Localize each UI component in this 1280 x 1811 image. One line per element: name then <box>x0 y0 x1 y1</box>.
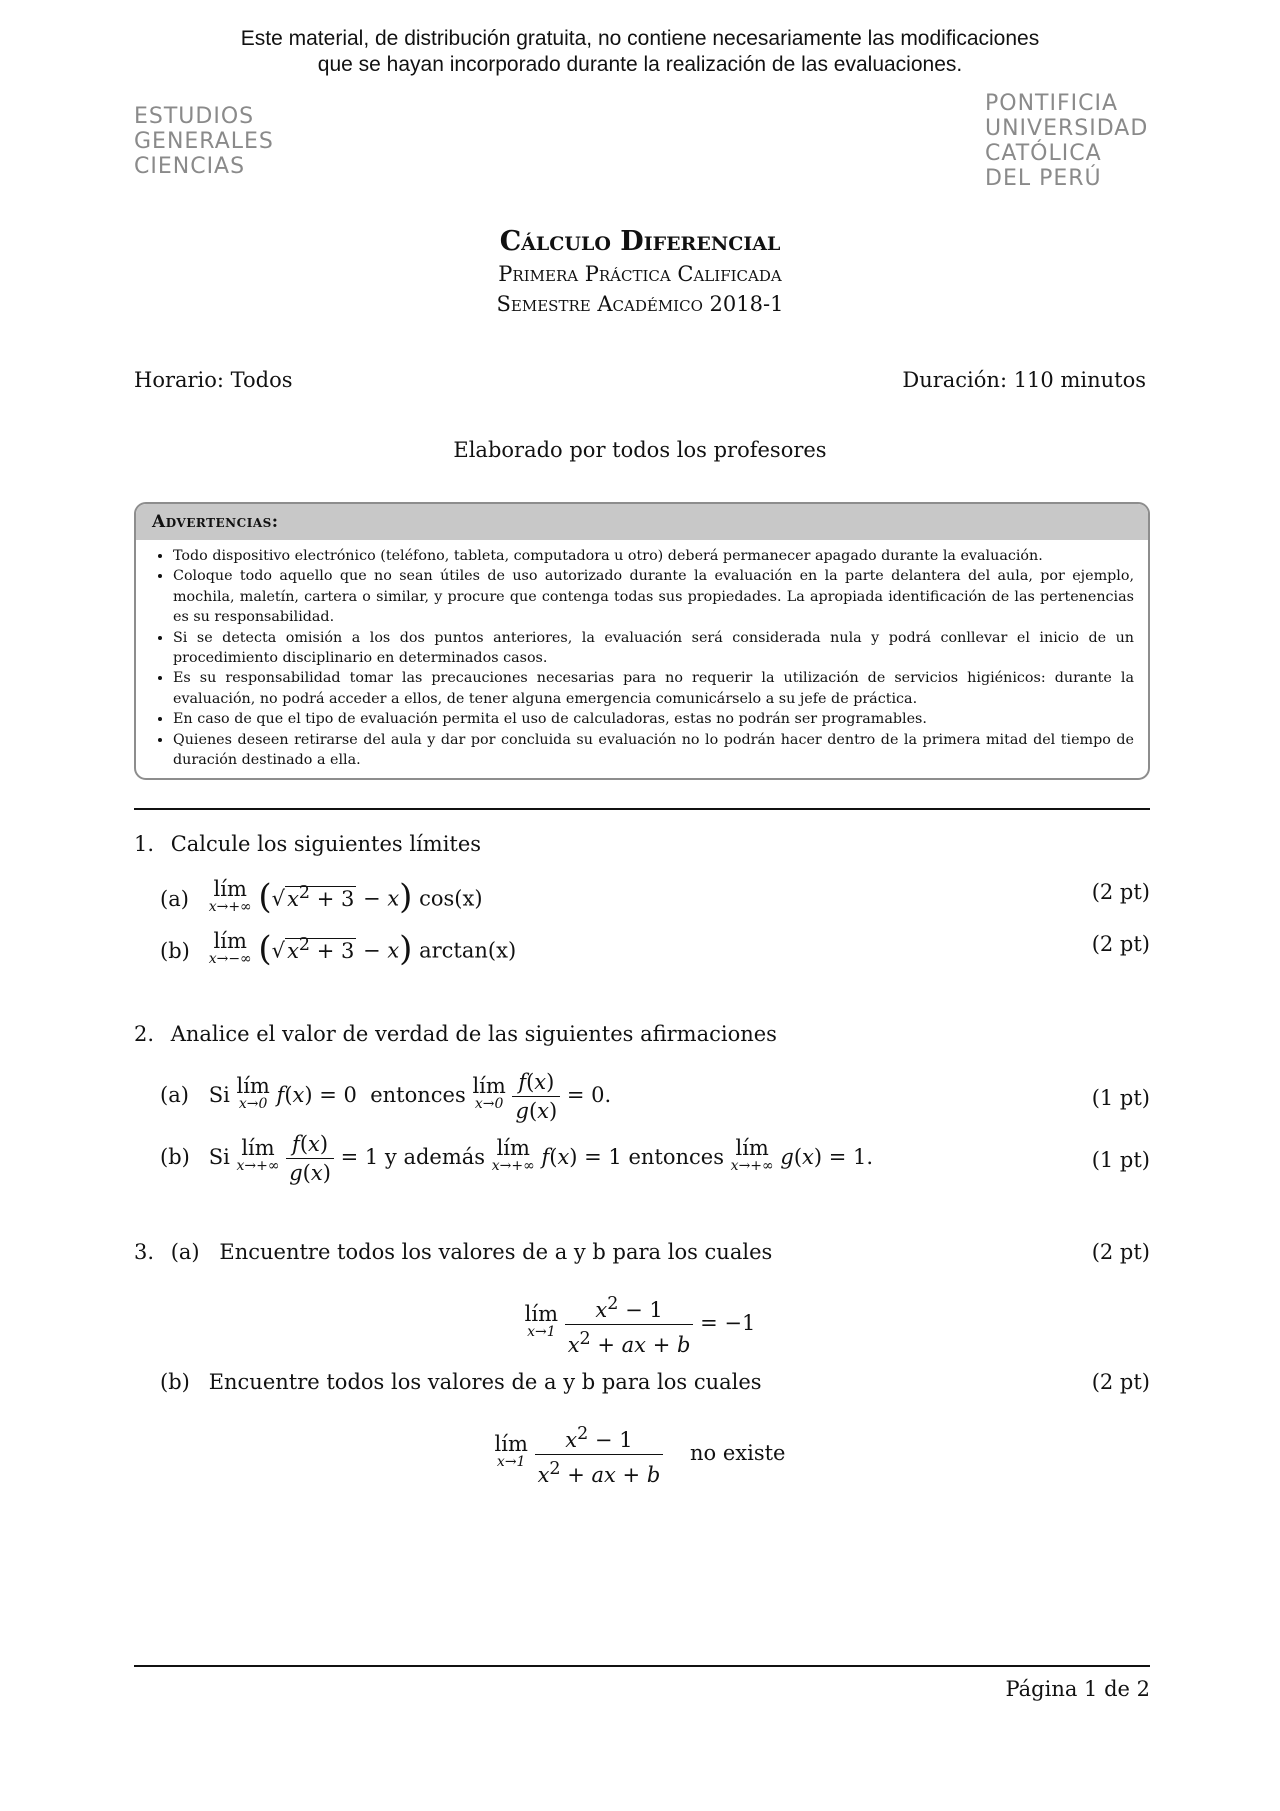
points: (2 pt) <box>1091 1370 1150 1394</box>
warning-item: • Coloque todo aquello que no sean útiles de uso autorizado durante la evaluación en la parte delantera del aula, por ejemplo, mochila, maletín, cartera o similar, y procure que contenga todas sus propiedades. La apropiada identificación de las pertenencias es su responsabilidad. <box>173 566 1134 627</box>
q3a-result: = −1 <box>700 1311 756 1335</box>
question-number: 2. <box>134 1022 155 1046</box>
limit-operator: lím x→1 <box>524 1301 559 1340</box>
schedule: Horario: Todos <box>134 368 293 392</box>
points: (1 pt) <box>1091 1148 1150 1172</box>
exam-title-block <box>0 225 1280 319</box>
limit-operator: lím x→+∞ <box>730 1135 774 1174</box>
unit-left-line: ESTUDIOS <box>134 104 255 129</box>
limit-subscript: x→+∞ <box>208 899 252 915</box>
limit-operator: lím x→+∞ <box>208 877 252 915</box>
item-label: (a) <box>160 1083 189 1107</box>
limit-operator: lím x→+∞ <box>236 1135 280 1174</box>
q1a-function: cos(x) <box>419 886 483 911</box>
q3a-text: Encuentre todos los valores de a y b para los cuales <box>219 1240 773 1264</box>
q3a-equation <box>0 1290 1280 1359</box>
unit-right-line: CATÓLICA <box>985 141 1102 166</box>
warning-item: • Quienes deseen retirarse del aula y dar por concluida su evaluación no lo podrán hacer dentro de la primera mitad del tiempo de duración destinado a ella. <box>173 730 1134 771</box>
estudios-generales-logo <box>134 104 274 179</box>
evaluation-title: Primera Práctica Calificada <box>498 262 782 286</box>
points: (2 pt) <box>1091 932 1150 956</box>
duration: Duración: 110 minutos <box>902 368 1146 392</box>
course-title: Cálculo Diferencial <box>499 226 781 257</box>
warnings-box <box>134 502 1150 780</box>
points: (2 pt) <box>1091 1240 1150 1264</box>
pucp-logo <box>985 91 1148 191</box>
item-label: (b) <box>160 1145 190 1169</box>
question-2 <box>134 1022 777 1046</box>
limit-operator: lím x→1 <box>494 1431 528 1470</box>
disclaimer-line-1: Este material, de distribución gratuita, no contiene necesariamente las modificaciones <box>240 27 1040 50</box>
fraction: $\frac{x^2 - 1}{x^2 + ax + b}$ <box>535 1420 664 1489</box>
fraction: $\frac{f(x)}{g(x)}$ <box>512 1068 560 1125</box>
question-number: 1. <box>134 832 155 856</box>
semester-title: Semestre Académico 2018-1 <box>496 292 784 316</box>
question-1 <box>134 832 481 856</box>
limit-subscript: x→−∞ <box>208 951 252 967</box>
author-line: Elaborado por todos los profesores <box>453 438 827 462</box>
limit-operator: lím x→−∞ <box>208 929 252 967</box>
warning-item: • Todo dispositivo electrónico (teléfono, tableta, computadora u otro) deberá permanecer apagado durante la evaluación. <box>173 546 1134 566</box>
question-1b: (b) lím x→−∞ $(√x^2 + 3 - x)$ arctan(x) (2 pt) <box>160 929 1150 969</box>
fraction: $\frac{f(x)}{g(x)}$ <box>286 1130 334 1187</box>
question-3a <box>134 1240 1150 1264</box>
warnings-title: Advertencias: <box>136 504 1148 540</box>
divider <box>134 808 1150 810</box>
warning-item: • Es su responsabilidad tomar las precauciones necesarias para no requerir la utilización de servicios higiénicos: durante la evaluación, no podrá acceder a ellos, de tener alguna emergencia comunicárselo a su jefe de práctica. <box>173 668 1134 709</box>
q3b-text: Encuentre todos los valores de a y b para los cuales <box>208 1370 762 1394</box>
question-1-text: Calcule los siguientes límites <box>170 832 482 856</box>
item-label: (a) <box>160 886 189 911</box>
question-2b: (b) Si lím x→+∞ $\frac{f(x)}{g(x)}$ = 1 y además lím x→+∞ f(x) = 1 entonces lím x→+∞ g(x) = 1. (1 pt) <box>160 1132 1150 1185</box>
unit-right-line: PONTIFICIA <box>985 91 1119 116</box>
warning-item: • En caso de que el tipo de evaluación permita el uso de calculadoras, estas no podrán ser programables. <box>173 709 1134 729</box>
warnings-list <box>136 546 1148 770</box>
question-number: 3. <box>134 1240 155 1264</box>
limit-operator: lím x→0 <box>472 1073 506 1112</box>
q1b-function: arctan(x) <box>419 938 517 963</box>
disclaimer <box>0 26 1280 78</box>
unit-right-line: DEL PERÚ <box>985 166 1102 191</box>
footer-divider <box>134 1665 1150 1667</box>
item-label: (a) <box>170 1240 200 1264</box>
exam-meta <box>134 368 1146 392</box>
unit-right-line: UNIVERSIDAD <box>985 116 1149 141</box>
fraction: $\frac{x^2 - 1}{x^2 + ax + b}$ <box>565 1290 694 1359</box>
q3b-result: no existe <box>689 1441 786 1465</box>
question-3b <box>160 1370 1150 1394</box>
question-1a: (a) lím x→+∞ $(√x^2 + 3 - x)$ cos(x) (2 pt) <box>160 877 1150 917</box>
points: (2 pt) <box>1091 880 1150 904</box>
question-2a: (a) Si lím x→0 f(x) = 0 entonces lím x→0 $\frac{f(x)}{g(x)}$ = 0. (1 pt) <box>160 1070 1150 1123</box>
question-2-text: Analice el valor de verdad de las siguientes afirmaciones <box>170 1022 777 1046</box>
unit-left-line: CIENCIAS <box>134 154 246 179</box>
points: (1 pt) <box>1091 1086 1150 1110</box>
disclaimer-line-2: que se hayan incorporado durante la realización de las evaluaciones. <box>317 53 963 76</box>
limit-operator: lím x→0 <box>236 1073 270 1112</box>
limit-operator: lím x→+∞ <box>491 1135 535 1174</box>
page-number: Página 1 de 2 <box>1005 1677 1150 1701</box>
item-label: (b) <box>160 1370 190 1394</box>
warning-item: • Si se detecta omisión a los dos puntos anteriores, la evaluación será considerada nula y podrá conllevar el inicio de un procedimiento disciplinario en determinados casos. <box>173 628 1134 669</box>
item-label: (b) <box>160 938 190 963</box>
unit-left-line: GENERALES <box>134 129 274 154</box>
q3b-equation <box>0 1420 1280 1489</box>
